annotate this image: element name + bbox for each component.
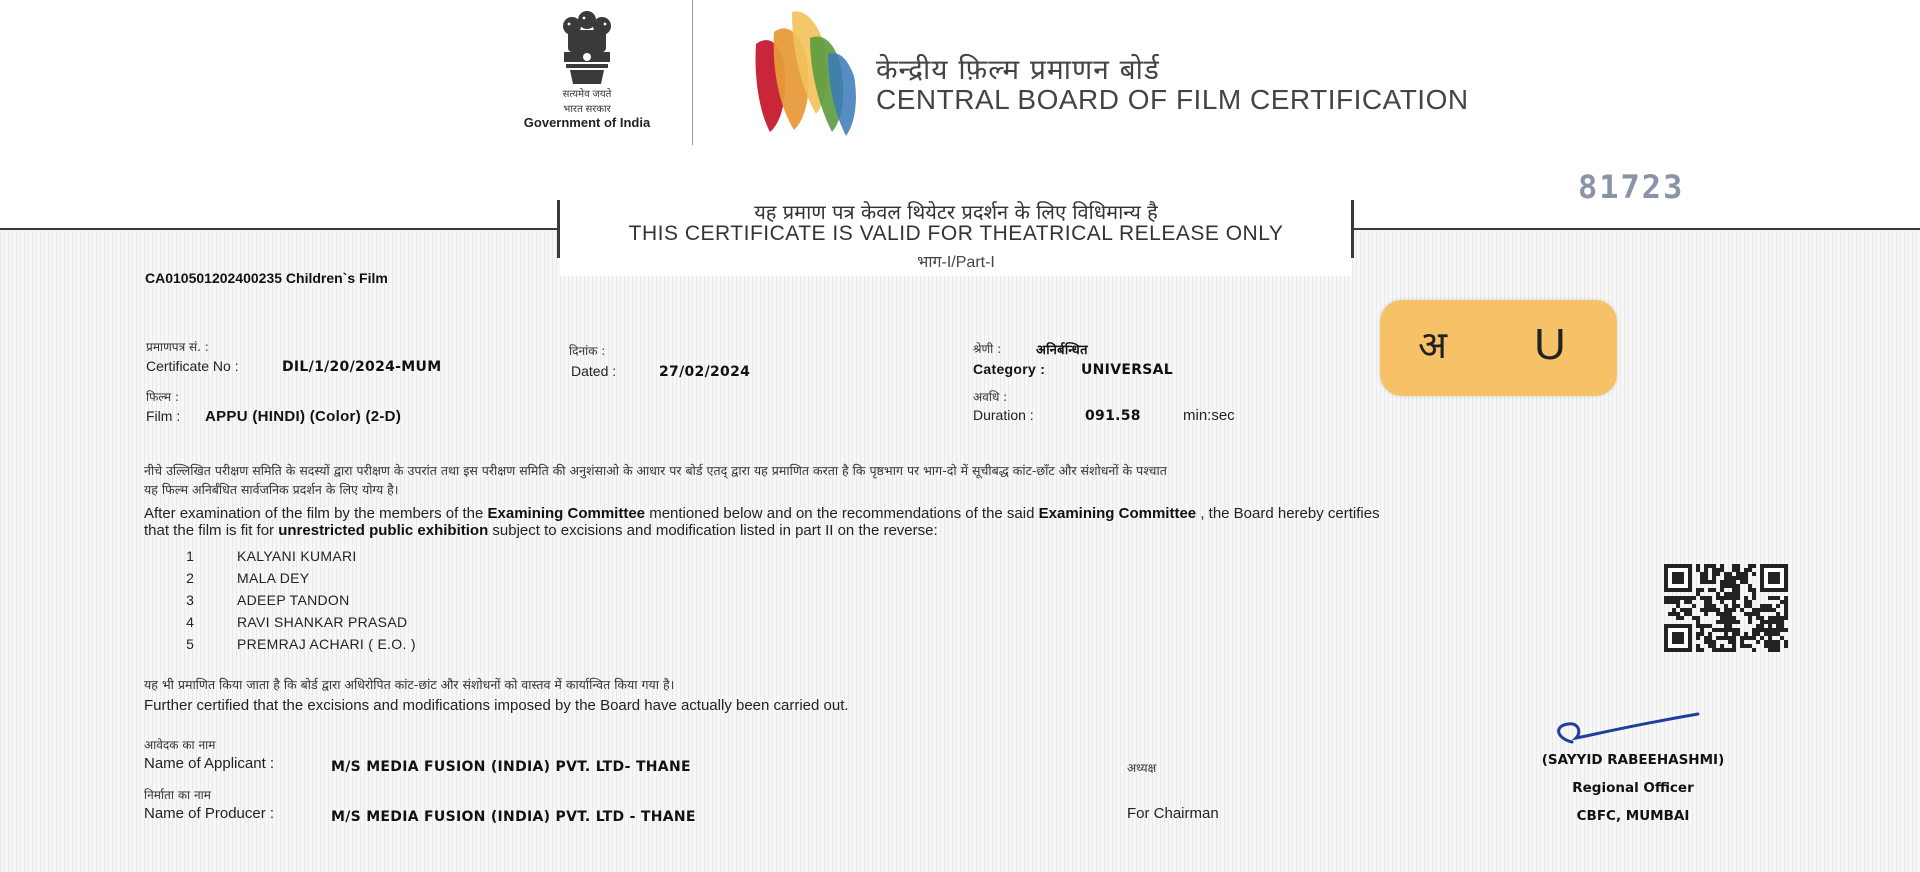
board-name-hindi: केन्द्रीय फ़िल्म प्रमाणन बोर्ड: [876, 53, 1160, 86]
category-label-hindi: श्रेणी :: [973, 342, 1002, 356]
category-value-hindi: अनिर्बन्धित: [1036, 343, 1088, 358]
duration-unit: min:sec: [1183, 407, 1235, 424]
category-label: Category :: [973, 361, 1046, 377]
signatory-title: Regional Officer: [1572, 780, 1694, 796]
date-label-hindi: दिनांक :: [569, 344, 606, 358]
emblem-motto: सत्यमेव जयते: [562, 89, 612, 100]
certificate-code: CA010501202400235 Children`s Film: [145, 270, 388, 286]
ashoka-emblem-icon: [552, 8, 622, 86]
film-label-hindi: फिल्म :: [146, 390, 180, 404]
member-name: PREMRAJ ACHARI ( E.O. ): [237, 636, 416, 652]
duration-label: Duration :: [973, 407, 1034, 423]
certification-text-english-2: that the film is fit for unrestricted public exhibition subject to excisions and modification listed in part II on the reverse:: [144, 522, 938, 539]
certification-text-english-1: After examination of the film by the members of the Examining Committee mentioned below and on the recommendations of the said Examining Committee , the Board hereby certifies: [144, 505, 1380, 522]
producer-label: Name of Producer :: [144, 805, 275, 822]
signatory-name: (SAYYID RABEEHASHMI): [1541, 752, 1725, 768]
film-label: Film :: [146, 408, 181, 424]
member-name: ADEEP TANDON: [237, 592, 350, 608]
qr-code-icon: [1664, 564, 1788, 654]
header-divider: [692, 0, 693, 145]
film-value: APPU (HINDI) (Color) (2-D): [205, 408, 402, 425]
duration-value: 091.58: [1085, 408, 1141, 424]
member-number: 2: [186, 570, 194, 586]
validity-notice-english: THIS CERTIFICATE IS VALID FOR THEATRICAL RELEASE ONLY: [628, 222, 1284, 245]
applicant-value: M/S MEDIA FUSION (INDIA) PVT. LTD- THANE: [331, 759, 691, 775]
applicant-label-hindi: आवेदक का नाम: [144, 738, 216, 752]
producer-value: M/S MEDIA FUSION (INDIA) PVT. LTD - THANE: [331, 809, 696, 825]
producer-label-hindi: निर्माता का नाम: [144, 788, 211, 802]
board-name-english: CENTRAL BOARD OF FILM CERTIFICATION: [876, 84, 1469, 115]
member-number: 3: [186, 592, 194, 608]
government-of-india-label: Government of India: [523, 115, 651, 130]
for-chairman-label: For Chairman: [1127, 805, 1219, 822]
member-number: 5: [186, 636, 194, 652]
banner-rule-right: [1352, 228, 1920, 230]
cert-no-label: Certificate No :: [146, 358, 239, 374]
banner-rule-left: [0, 228, 560, 230]
category-value: UNIVERSAL: [1081, 362, 1174, 378]
rating-badge: [1380, 300, 1617, 396]
rating-english: U: [1534, 320, 1566, 369]
part-label: भाग-I/Part-I: [917, 254, 995, 271]
member-number: 1: [186, 548, 194, 564]
cert-no-label-hindi: प्रमाणपत्र सं. :: [146, 340, 209, 354]
member-number: 4: [186, 614, 194, 630]
signatory-office: CBFC, MUMBAI: [1576, 808, 1690, 824]
chairman-label-hindi: अध्यक्ष: [1127, 761, 1157, 775]
member-name: KALYANI KUMARI: [237, 548, 357, 564]
member-name: MALA DEY: [237, 570, 310, 586]
date-label: Dated :: [571, 363, 617, 379]
date-value: 27/02/2024: [659, 364, 751, 380]
further-certified-hindi: यह भी प्रमाणित किया जाता है कि बोर्ड द्वारा अधिरोपित कांट-छांट और संशोधनों को वास्तव में कार्यान्वित किया गया है।: [144, 677, 675, 692]
validity-notice-hindi: यह प्रमाण पत्र केवल थियेटर प्रदर्शन के लिए विधिमान्य है: [754, 200, 1158, 224]
certification-text-hindi-1: नीचे उल्लिखित परीक्षण समिति के सदस्यों द्वारा परीक्षण के उपरांत तथा इस परीक्षण समिति की अनुशंसाओ के आधार पर बोर्ड एतद् द्वारा यह प्रमाणित करता है कि पृष्ठभाग पर भाग-दो में सूचीबद्ध कांट-छाँट और संशोधनों के पश्चात: [144, 463, 1167, 478]
member-name: RAVI SHANKAR PRASAD: [237, 614, 408, 630]
duration-label-hindi: अवधि :: [973, 390, 1008, 404]
certification-text-hindi-2: यह फिल्म अनिर्बंधित सार्वजनिक प्रदर्शन के लिए योग्य है।: [144, 482, 399, 497]
further-certified-english: Further certified that the excisions and modifications imposed by the Board have actually been carried out.: [144, 697, 849, 714]
serial-number: 81723: [1578, 168, 1685, 206]
national-emblem-block: [512, 8, 662, 130]
bharat-sarkar-label: भारत सरकार: [563, 104, 611, 115]
rating-hindi: अ: [1418, 323, 1448, 367]
cert-no-value: DIL/1/20/2024-MUM: [282, 359, 442, 375]
handwritten-signature-icon: [1548, 708, 1708, 748]
applicant-label: Name of Applicant :: [144, 755, 275, 772]
cbfc-logo-icon: [748, 4, 863, 139]
